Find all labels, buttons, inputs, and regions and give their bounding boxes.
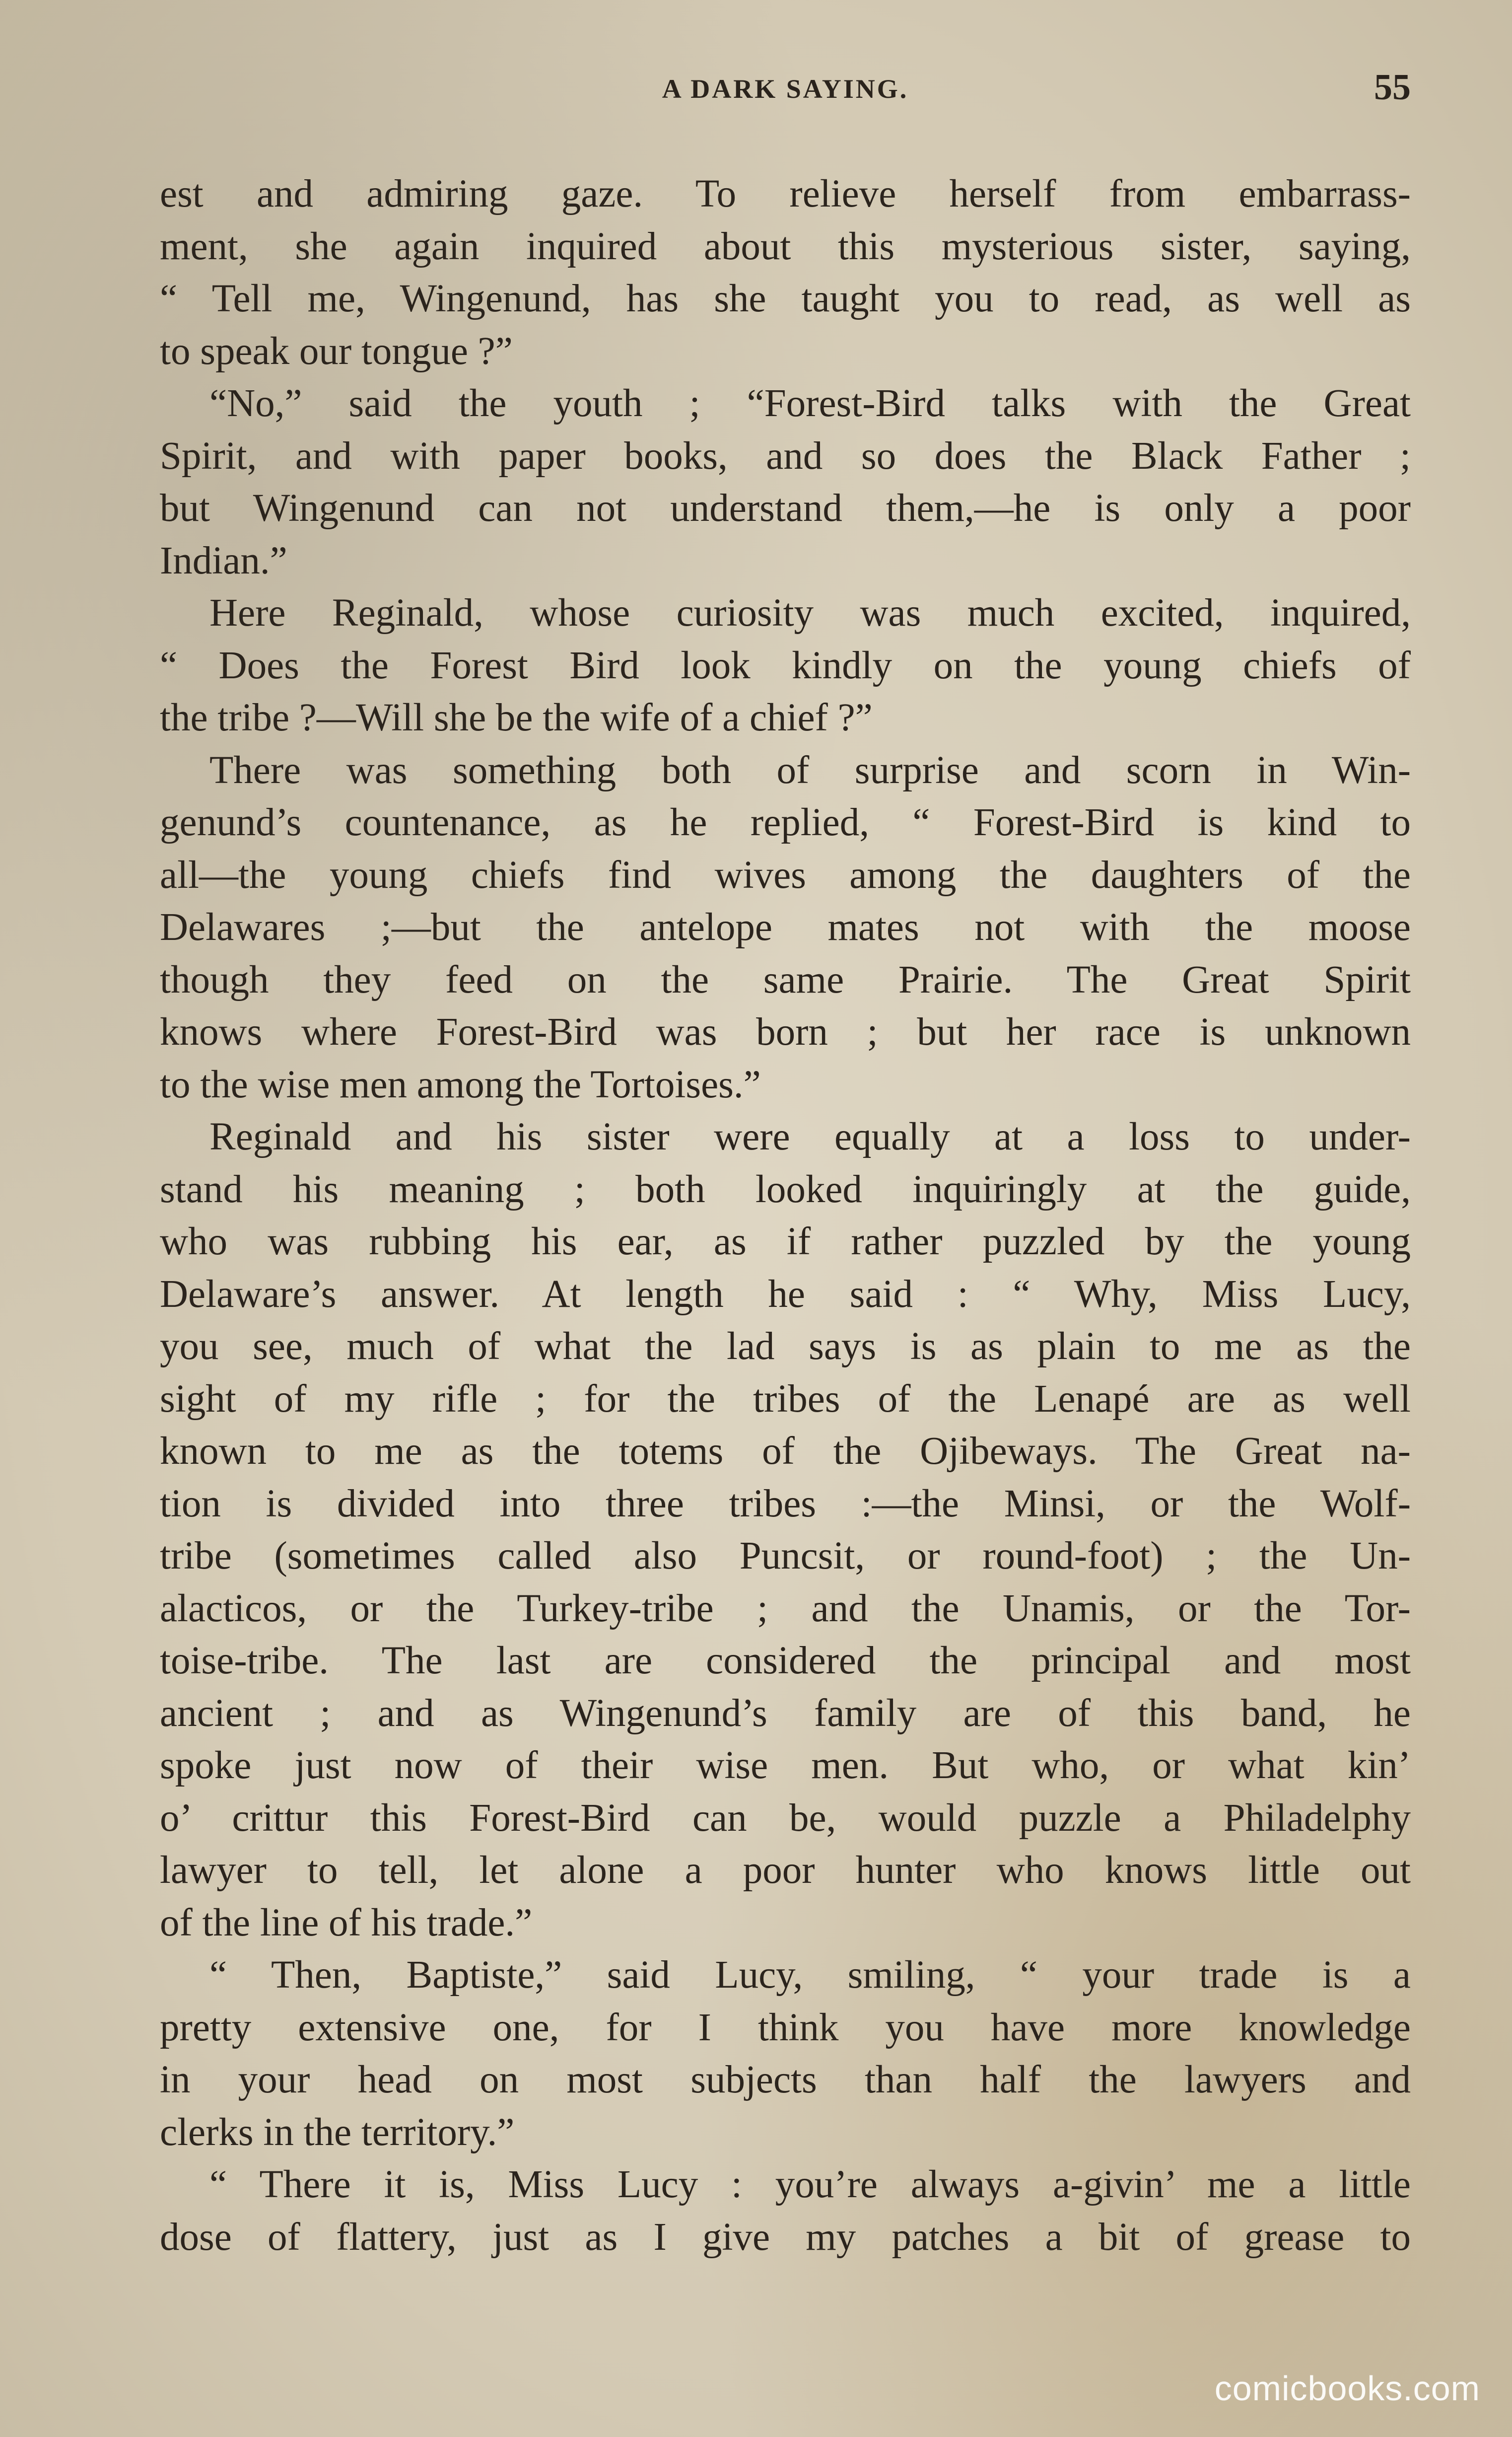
text-line: lawyer to tell, let alone a poor hunter who knows little out [160, 1849, 1411, 1892]
text-line: stand his meaning ; both looked inquiringly at the guide, [160, 1167, 1411, 1211]
running-title: A DARK SAYING. [662, 74, 909, 104]
text-line: tribe (sometimes called also Puncsit, or round-foot) ; the Un- [160, 1534, 1411, 1577]
text-line: known to me as the totems of the Ojibeways. The Great na- [160, 1430, 1411, 1473]
text-line: toise-tribe. The last are considered the principal and most [160, 1639, 1411, 1682]
text-line: all—the young chiefs find wives among the daughters of the [160, 853, 1411, 897]
text-line: in your head on most subjects than half the lawyers and [160, 2058, 1411, 2101]
text-line: There was something both of surprise and scorn in Win- [209, 748, 1411, 792]
text-line: to the wise men among the Tortoises.” [160, 1063, 761, 1106]
text-line: of the line of his trade.” [160, 1901, 533, 1944]
text-line: “ Then, Baptiste,” said Lucy, smiling, “ your trade is a [209, 1953, 1411, 1997]
text-line: Indian.” [160, 539, 287, 582]
text-line: o’ crittur this Forest-Bird can be, would puzzle a Philadelphy [160, 1796, 1411, 1840]
text-line: “ There it is, Miss Lucy : you’re always a-givin’ me a little [209, 2163, 1411, 2206]
text-line: you see, much of what the lad says is as plain to me as the [160, 1325, 1411, 1368]
text-line: spoke just now of their wise men. But who, or what kin’ [160, 1744, 1411, 1787]
text-line: knows where Forest-Bird was born ; but her race is unknown [160, 1010, 1411, 1054]
text-line: to speak our tongue ?” [160, 329, 513, 373]
text-line: “ Does the Forest Bird look kindly on the young chiefs of [160, 644, 1411, 687]
text-line: pretty extensive one, for I think you have more knowledge [160, 2006, 1411, 2049]
text-line: Here Reginald, whose curiosity was much excited, inquired, [209, 591, 1411, 635]
running-head [160, 60, 1411, 119]
text-line: who was rubbing his ear, as if rather puzzled by the young [160, 1220, 1411, 1263]
watermark: comicbooks.com [1214, 2369, 1480, 2408]
text-line: Spirit, and with paper books, and so does the Black Father ; [160, 434, 1411, 478]
text-line: Delawares ;—but the antelope mates not with the moose [160, 906, 1411, 949]
text-line: but Wingenund can not understand them,—he is only a poor [160, 487, 1411, 530]
text-line: Delaware’s answer. At length he said : “ Why, Miss Lucy, [160, 1272, 1411, 1316]
text-line: clerks in the territory.” [160, 2110, 515, 2154]
text-line: “No,” said the youth ; “Forest-Bird talks with the Great [209, 382, 1411, 425]
text-line: Reginald and his sister were equally at a loss to under- [209, 1115, 1411, 1158]
text-line: the tribe ?—Will she be the wife of a chief ?” [160, 696, 873, 739]
text-line: “ Tell me, Wingenund, has she taught you to read, as well as [160, 277, 1411, 320]
page-number: 55 [1374, 67, 1411, 108]
text-line: est and admiring gaze. To relieve herself from embarrass- [160, 172, 1411, 215]
text-line: ancient ; and as Wingenund’s family are of this band, he [160, 1691, 1411, 1735]
body-text [160, 168, 1411, 2263]
text-line: ment, she again inquired about this mysterious sister, saying, [160, 224, 1411, 268]
text-line: sight of my rifle ; for the tribes of the Lenapé are as well [160, 1377, 1411, 1421]
text-line: dose of flattery, just as I give my patches a bit of grease to [160, 2215, 1411, 2259]
text-line: alacticos, or the Turkey-tribe ; and the Unamis, or the Tor- [160, 1586, 1411, 1630]
text-line: tion is divided into three tribes :—the Minsi, or the Wolf- [160, 1482, 1411, 1525]
text-line: though they feed on the same Prairie. The Great Spirit [160, 958, 1411, 1002]
text-line: genund’s countenance, as he replied, “ Forest-Bird is kind to [160, 801, 1411, 844]
